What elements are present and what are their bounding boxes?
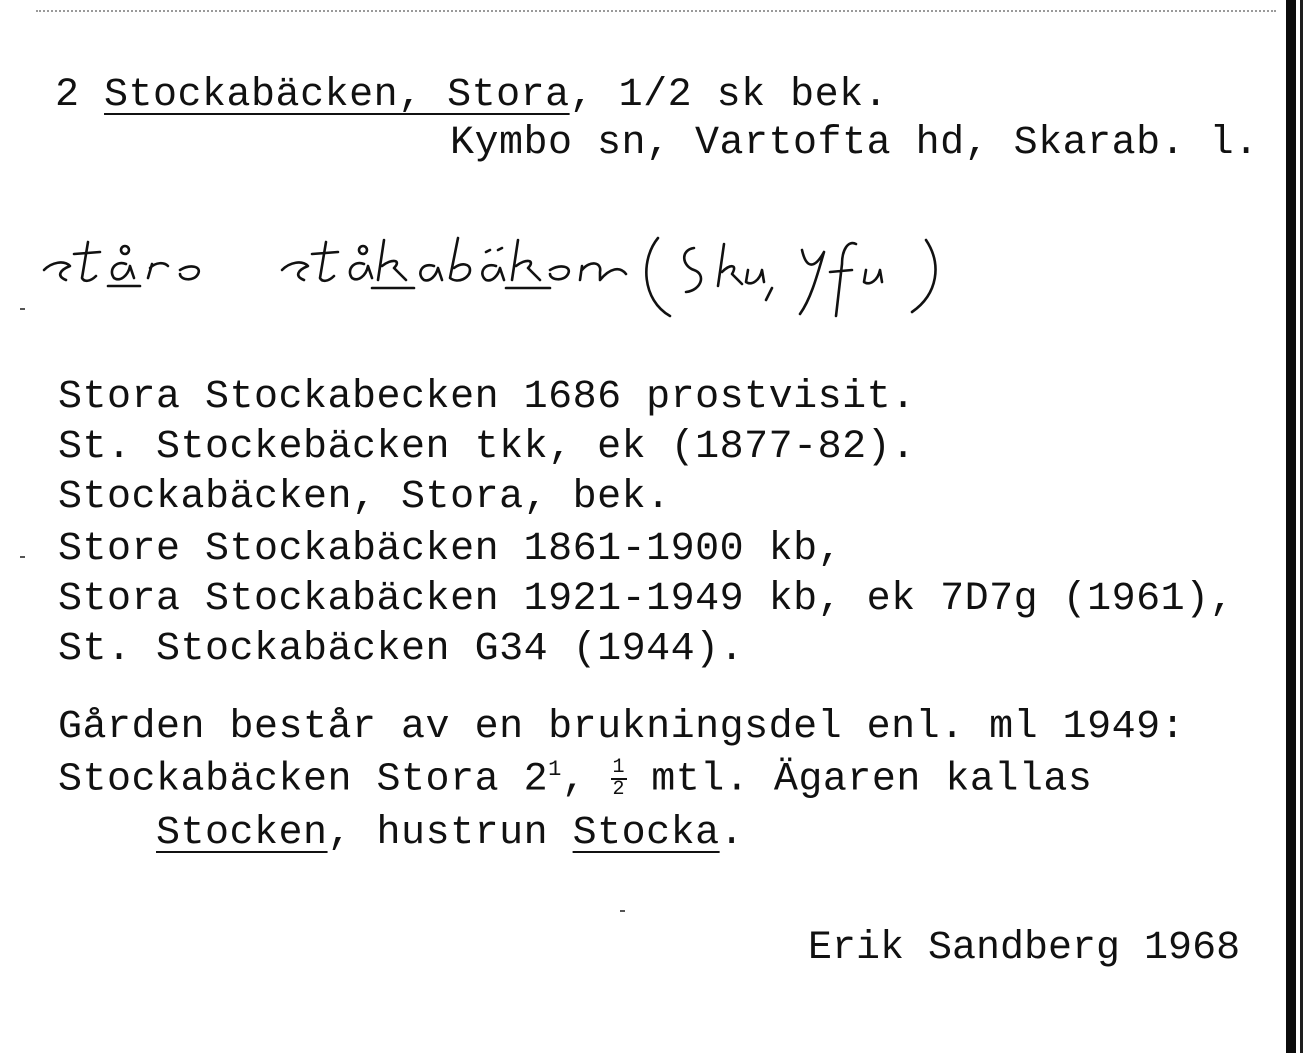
- note-line-3-indent: [58, 811, 156, 856]
- note-line-3: [58, 811, 745, 856]
- place-name: Stockabäcken, Stora: [104, 73, 570, 118]
- note-line-3-mid: , hustrun: [327, 811, 573, 856]
- card-number: 2: [55, 73, 80, 118]
- half-fraction: [611, 758, 627, 800]
- form-line-6: St. Stockabäcken G34 (1944).: [58, 627, 745, 672]
- handwriting-text: stårə ståkabäkən (Sku. Yfu): [30, 220, 47, 221]
- fraction-numerator: 1: [612, 756, 626, 779]
- note-line-2-mid: ,: [561, 757, 611, 803]
- note-line-2-start: Stockabäcken Stora 2: [58, 757, 549, 803]
- fraction-denominator: 2: [612, 778, 626, 801]
- form-line-1: Stora Stockabecken 1686 prostvisit.: [58, 375, 916, 420]
- form-line-4: Store Stockabäcken 1861-1900 kb,: [58, 527, 843, 572]
- place-name-suffix: , 1/2 sk bek.: [569, 73, 889, 118]
- nickname-husband: Stocken: [156, 811, 328, 856]
- card-right-edge: [1286, 0, 1296, 1053]
- punch-mark: [20, 556, 25, 558]
- nickname-wife: Stocka: [572, 811, 720, 856]
- form-line-5: Stora Stockabäcken 1921-1949 kb, ek 7D7g (1961),: [58, 577, 1235, 622]
- note-line-2-end: mtl. Ägaren kallas: [626, 757, 1093, 803]
- handwritten-pronunciation: [30, 220, 1170, 335]
- card-heading: [55, 73, 889, 118]
- location-line: Kymbo sn, Vartofta hd, Skarab. l.: [450, 121, 1259, 166]
- card-top-edge: [36, 10, 1276, 12]
- note-line-1: Gården består av en brukningsdel enl. ml 1949:: [58, 705, 1186, 750]
- note-line-2: [58, 758, 1092, 801]
- author-signature: Erik Sandberg 1968: [808, 926, 1241, 971]
- form-line-3: Stockabäcken, Stora, bek.: [58, 475, 671, 520]
- speck-mark: [620, 910, 625, 912]
- form-line-2: St. Stockebäcken tkk, ek (1877-82).: [58, 425, 916, 470]
- note-line-3-end: .: [719, 811, 745, 856]
- punch-mark: [20, 308, 25, 310]
- note-line-2-sup: 1: [548, 757, 562, 783]
- card-right-edge-line: [1300, 0, 1303, 1053]
